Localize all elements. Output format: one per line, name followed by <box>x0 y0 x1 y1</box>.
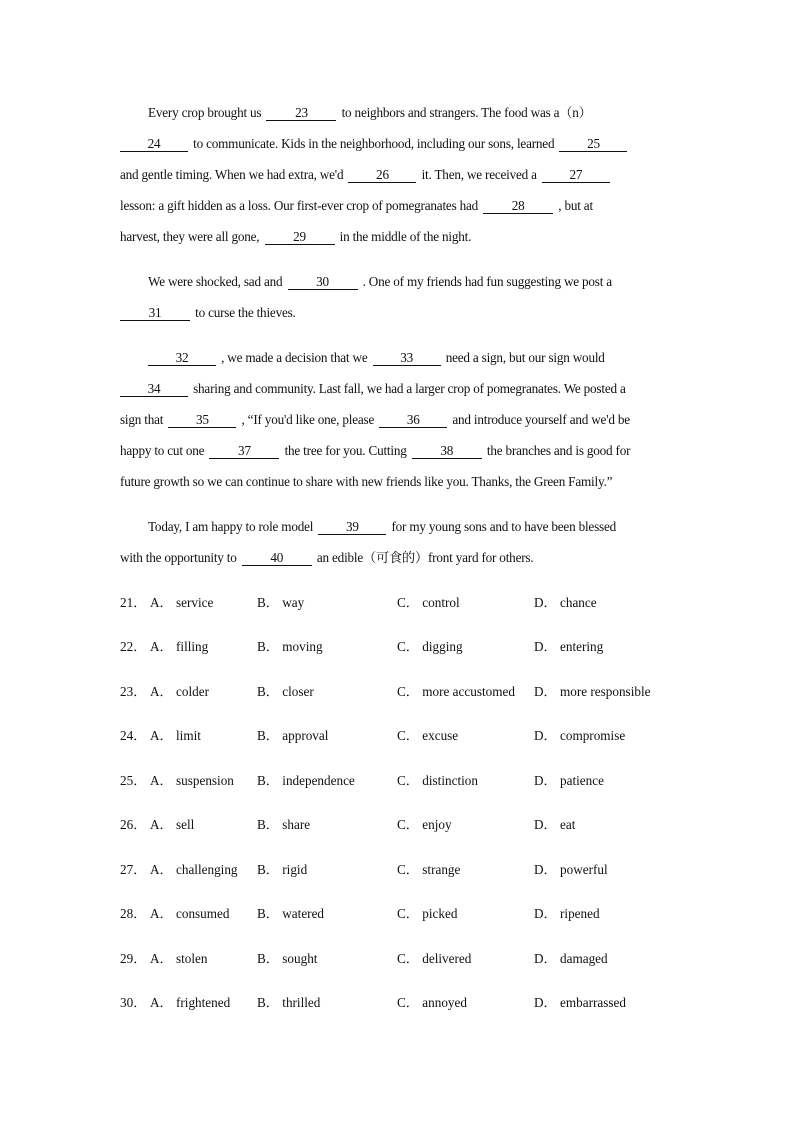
blank-26: 26 <box>348 168 416 183</box>
option-d: D． ripened <box>534 906 600 921</box>
blank-30: 30 <box>288 275 358 290</box>
question-number: 24． <box>120 728 147 743</box>
text-line: sign that 35 , “If you'd like one, please 36 and introduce yourself and we'd be <box>120 412 630 427</box>
option-d: D． powerful <box>534 862 608 877</box>
blank-27: 27 <box>542 168 610 183</box>
question-number: 29． <box>120 951 147 966</box>
text-line: harvest, they were all gone, 29 in the middle of the night. <box>120 229 472 244</box>
option-a: A． colder <box>150 684 209 699</box>
question-row <box>120 592 680 614</box>
option-d: D． more responsible <box>534 684 651 699</box>
question-number: 25． <box>120 773 147 788</box>
option-c: C． more accustomed <box>397 684 515 699</box>
option-a: A． service <box>150 595 214 610</box>
text-line: Today, I am happy to role model 39 for my young sons and to have been blessed <box>148 519 617 534</box>
option-c: C． picked <box>397 906 458 921</box>
option-b: B． approval <box>257 728 329 743</box>
option-b: B． closer <box>257 684 314 699</box>
question-row <box>120 636 680 658</box>
option-b: B． thrilled <box>257 995 321 1010</box>
question-row <box>120 903 680 925</box>
text-line: and gentle timing. When we had extra, we'd 26 it. Then, we received a 27 <box>120 159 678 190</box>
option-a: A． frightened <box>150 995 231 1010</box>
blank-35: 35 <box>168 413 236 428</box>
blank-34: 34 <box>120 382 188 397</box>
blank-39: 39 <box>318 520 386 535</box>
option-c: C． strange <box>397 862 461 877</box>
option-c: C． delivered <box>397 951 472 966</box>
option-d: D． eat <box>534 817 576 832</box>
blank-36: 36 <box>379 413 447 428</box>
text-line: 24 to communicate. Kids in the neighborhood, including our sons, learned 25 <box>120 128 678 159</box>
option-a: A． suspension <box>150 773 234 788</box>
question-number: 30． <box>120 995 147 1010</box>
option-d: D． damaged <box>534 951 608 966</box>
option-c: C． control <box>397 595 460 610</box>
option-b: B． rigid <box>257 862 308 877</box>
blank-23: 23 <box>266 106 336 121</box>
option-b: B． moving <box>257 639 323 654</box>
option-c: C． distinction <box>397 773 478 788</box>
option-c: C． enjoy <box>397 817 452 832</box>
blank-38: 38 <box>412 444 482 459</box>
text-line: with the opportunity to 40 an edible（可食的）front yard for others. <box>120 550 534 565</box>
question-row <box>120 725 680 747</box>
option-a: A． limit <box>150 728 201 743</box>
option-a: A． sell <box>150 817 195 832</box>
question-row <box>120 681 680 703</box>
blank-32: 32 <box>148 351 216 366</box>
text-line: future growth so we can continue to share with new friends like you. Thanks, the Green Family.” <box>120 474 613 489</box>
blank-25: 25 <box>559 137 627 152</box>
blank-37: 37 <box>209 444 279 459</box>
option-c: C． excuse <box>397 728 459 743</box>
option-c: C． annoyed <box>397 995 467 1010</box>
option-a: A． challenging <box>150 862 238 877</box>
text-line: happy to cut one 37 the tree for you. Cutting 38 the branches and is good for <box>120 443 631 458</box>
option-c: C． digging <box>397 639 463 654</box>
option-a: A． stolen <box>150 951 208 966</box>
option-d: D． compromise <box>534 728 626 743</box>
option-d: D． embarrassed <box>534 995 626 1010</box>
text-line: Every crop brought us 23 to neighbors and strangers. The food was a（n） <box>148 105 592 120</box>
option-b: B． independence <box>257 773 355 788</box>
blank-24: 24 <box>120 137 188 152</box>
question-row <box>120 948 680 970</box>
option-a: A． filling <box>150 639 209 654</box>
option-b: B． sought <box>257 951 318 966</box>
paragraph-1 <box>120 97 678 252</box>
option-d: D． entering <box>534 639 604 654</box>
text-line: 32 , we made a decision that we 33 need a sign, but our sign would <box>120 342 678 373</box>
blank-31: 31 <box>120 306 190 321</box>
question-row <box>120 770 680 792</box>
question-number: 28． <box>120 906 147 921</box>
question-row <box>120 992 680 1014</box>
question-number: 22． <box>120 639 147 654</box>
blank-33: 33 <box>373 351 441 366</box>
question-number: 26． <box>120 817 147 832</box>
blank-40: 40 <box>242 551 312 566</box>
question-row <box>120 859 680 881</box>
option-b: B． watered <box>257 906 325 921</box>
blank-29: 29 <box>265 230 335 245</box>
text-line: 34 sharing and community. Last fall, we had a larger crop of pomegranates. We posted a <box>120 373 678 404</box>
question-number: 27． <box>120 862 147 877</box>
option-a: A． consumed <box>150 906 230 921</box>
option-d: D． chance <box>534 595 597 610</box>
option-b: B． way <box>257 595 305 610</box>
question-row <box>120 814 680 836</box>
paragraph-3 <box>120 342 678 497</box>
option-d: D． patience <box>534 773 604 788</box>
paragraph-2 <box>120 266 678 328</box>
question-number: 21． <box>120 595 147 610</box>
text-line: lesson: a gift hidden as a loss. Our first-ever crop of pomegranates had 28 , but at <box>120 198 593 213</box>
option-b: B． share <box>257 817 311 832</box>
text-line: 31 to curse the thieves. <box>120 297 678 328</box>
question-number: 23． <box>120 684 147 699</box>
paragraph-4 <box>120 511 678 573</box>
text-line: We were shocked, sad and 30 . One of my friends had fun suggesting we post a <box>148 274 612 289</box>
blank-28: 28 <box>483 199 553 214</box>
